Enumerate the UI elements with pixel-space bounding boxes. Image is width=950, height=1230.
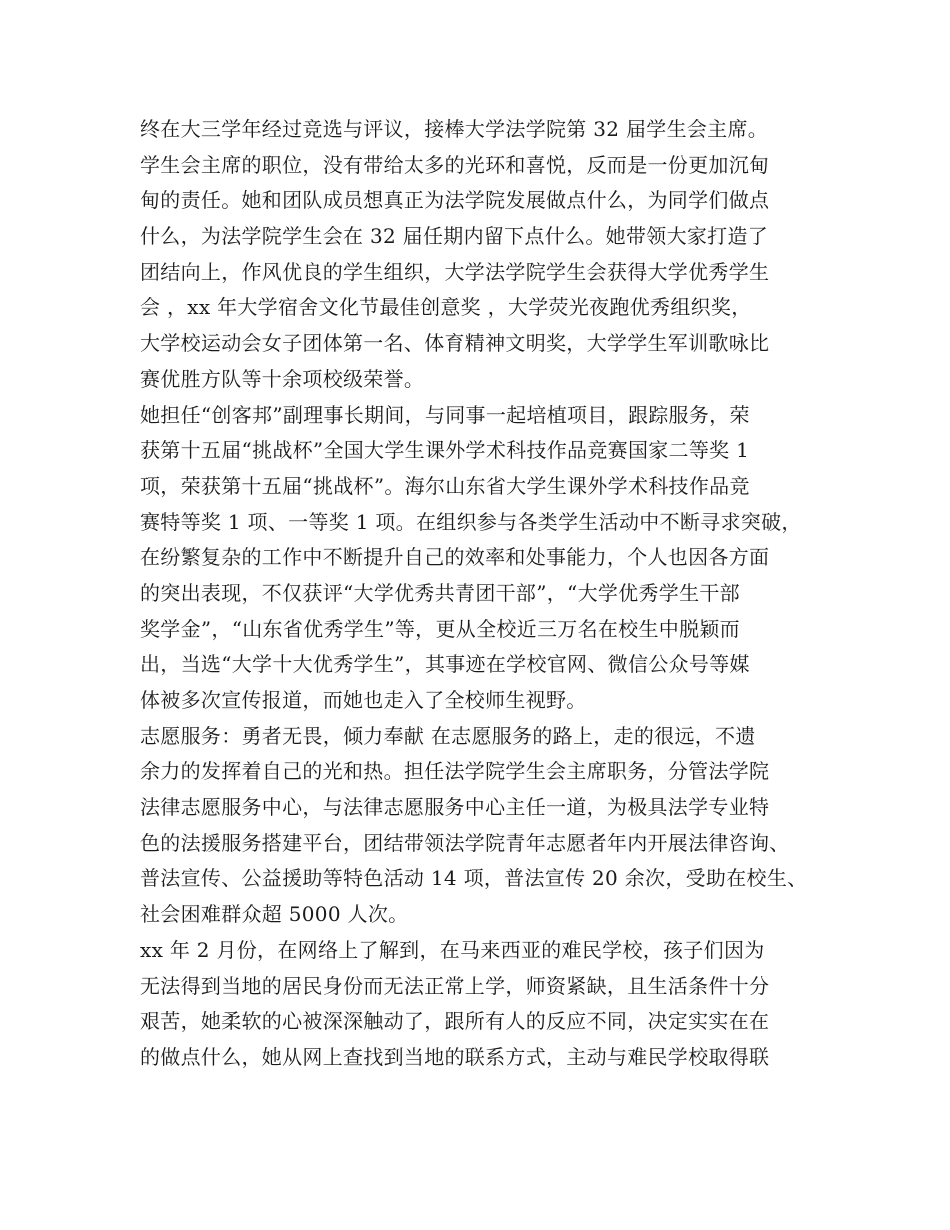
text-line: 赛特等奖 1 项、一等奖 1 项。在组织参与各类学生活动中不断寻求突破， [140,509,802,534]
text-line: 在纷繁复杂的工作中不断提升自己的效率和处事能力，个人也因各方面 [140,545,770,570]
text-line: 项，荣获第十五届“挑战杯”。海尔山东省大学生课外学术科技作品竞 [140,473,750,498]
text-line: 志愿服务：勇者无畏，倾力奉献 在志愿服务的路上，走的很远，不遗 [140,723,756,748]
document-body [140,112,830,1076]
text-line: xx 年 2 月份，在网络上了解到，在马来西亚的难民学校，孩子们因为 [140,937,765,962]
text-line: 出，当选“大学十大优秀学生”，其事迹在学校官网、微信公众号等媒 [140,652,750,677]
text-line: 甸的责任。她和团队成员想真正为法学院发展做点什么，为同学们做点 [140,188,770,213]
text-line: 奖学金”，“山东省优秀学生”等，更从全校近三万名在校生中脱颖而 [140,616,740,641]
text-line: 余力的发挥着自己的光和热。担任法学院学生会主席职务，分管法学院 [140,759,770,784]
text-line: 无法得到当地的居民身份而无法正常上学，师资紧缺，且生活条件十分 [140,973,770,998]
text-line: 什么，为法学院学生会在 32 届任期内留下点什么。她带领大家打造了 [140,224,769,249]
text-line: 法律志愿服务中心，与法律志愿服务中心主任一道，为极具法学专业特 [140,795,770,820]
text-line: 的做点什么，她从网上查找到当地的联系方式，主动与难民学校取得联 [140,1044,770,1069]
text-line: 学生会主席的职位，没有带给太多的光环和喜悦，反而是一份更加沉甸 [140,152,770,177]
text-line: 终在大三学年经过竞选与评议，接棒大学法学院第 32 届学生会主席。 [140,117,769,141]
text-line: 社会困难群众超 5000 人次。 [140,902,409,927]
text-line: 体被多次宣传报道，而她也走入了全校师生视野。 [140,688,587,712]
text-line: 赛优胜方队等十余项校级荣誉。 [140,366,425,391]
text-line: 团结向上，作风优良的学生组织，大学法学院学生会获得大学优秀学生 [140,259,770,284]
text-line: 普法宣传、公益援助等特色活动 14 项，普法宣传 20 余次，受助在校生、 [140,866,808,891]
text-line: 的突出表现，不仅获评“大学优秀共青团干部”，“大学优秀学生干部 [140,580,740,605]
text-line: 会 ，xx 年大学宿舍文化节最佳创意奖 ，大学荧光夜跑优秀组织奖， [140,295,752,320]
text-line: 色的法援服务搭建平台，团结带领法学院青年志愿者年内开展法律咨询、 [140,830,790,855]
text-line: 大学校运动会女子团体第一名、体育精神文明奖，大学学生军训歌咏比 [140,331,770,356]
text-line: 她担任“创客邦”副理事长期间，与同事一起培植项目，跟踪服务，荣 [140,402,750,427]
text-line: 获第十五届“挑战杯”全国大学生课外学术科技作品竞赛国家二等奖 1 [140,438,750,463]
text-line: 艰苦，她柔软的心被深深触动了，跟所有人的反应不同，决定实实在在 [140,1009,770,1034]
